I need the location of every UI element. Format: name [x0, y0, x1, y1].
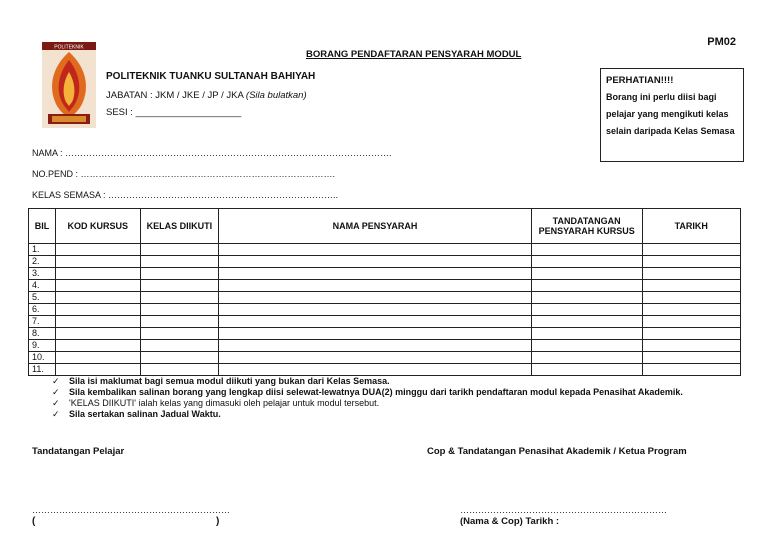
date-cell[interactable]: [642, 280, 741, 292]
signature-cell[interactable]: [531, 256, 642, 268]
instructions-list: [50, 376, 730, 420]
signature-cell[interactable]: [531, 316, 642, 328]
signature-cell[interactable]: [531, 340, 642, 352]
name-field: NAMA : ……………………………………………………………………………………………….: [32, 148, 392, 158]
notice-body: Borang ini perlu diisi bagi pelajar yang mengikuti kelas selain daripada Kelas Semasa: [606, 92, 735, 136]
module-registration-table: [28, 208, 741, 376]
table-row: [29, 280, 741, 292]
signature-cell[interactable]: [531, 268, 642, 280]
advisor-name-date-label: (Nama & Cop) Tarikh :: [460, 516, 560, 527]
table-row: [29, 340, 741, 352]
department-hint: (Sila bulatkan): [245, 90, 307, 101]
course-code-cell[interactable]: [55, 268, 140, 280]
notice-box: [600, 68, 744, 162]
table-header-row: [29, 209, 741, 244]
course-code-cell[interactable]: [55, 292, 140, 304]
list-item: [50, 376, 730, 387]
lecturer-name-cell[interactable]: [219, 364, 532, 376]
advisor-signature-line: ……………………………………………………………: [460, 505, 667, 515]
class-cell[interactable]: [140, 244, 219, 256]
lecturer-name-cell[interactable]: [219, 340, 532, 352]
class-cell[interactable]: [140, 256, 219, 268]
student-name-open-paren: (: [32, 516, 36, 527]
table-row: [29, 352, 741, 364]
bil-cell: 6.: [29, 304, 56, 316]
date-cell[interactable]: [642, 328, 741, 340]
date-cell[interactable]: [642, 304, 741, 316]
checkmark-icon: ✓: [52, 409, 60, 419]
lecturer-name-cell[interactable]: [219, 316, 532, 328]
date-cell[interactable]: [642, 352, 741, 364]
table-row: [29, 268, 741, 280]
table-row: [29, 316, 741, 328]
class-cell[interactable]: [140, 364, 219, 376]
department-label: JABATAN : JKM / JKE / JP / JKA: [106, 90, 244, 101]
course-code-cell[interactable]: [55, 340, 140, 352]
signature-cell[interactable]: [531, 304, 642, 316]
lecturer-name-cell[interactable]: [219, 280, 532, 292]
header-lecturer-name: NAMA PENSYARAH: [219, 209, 532, 244]
class-cell[interactable]: [140, 352, 219, 364]
checkmark-icon: ✓: [52, 376, 60, 386]
signature-cell[interactable]: [531, 280, 642, 292]
bil-cell: 10.: [29, 352, 56, 364]
signature-cell[interactable]: [531, 364, 642, 376]
signature-cell[interactable]: [531, 328, 642, 340]
table-row: [29, 304, 741, 316]
date-cell[interactable]: [642, 256, 741, 268]
bil-cell: 5.: [29, 292, 56, 304]
class-cell[interactable]: [140, 340, 219, 352]
course-code-cell[interactable]: [55, 244, 140, 256]
table-row: [29, 256, 741, 268]
institution-name: POLITEKNIK TUANKU SULTANAH BAHIYAH: [106, 71, 316, 82]
student-signature-line: …………………………………………………………: [32, 505, 230, 515]
header-date: TARIKH: [642, 209, 741, 244]
course-code-cell[interactable]: [55, 280, 140, 292]
student-signature-label: Tandatangan Pelajar: [32, 446, 125, 457]
note-text: Sila kembalikan salinan borang yang lengkap diisi selewat-lewatnya DUA(2) minggu dari tarikh pendaftaran modul kepada Penasihat Akademik.: [69, 387, 683, 397]
bil-cell: 4.: [29, 280, 56, 292]
date-cell[interactable]: [642, 292, 741, 304]
table-row: [29, 364, 741, 376]
class-cell[interactable]: [140, 316, 219, 328]
bil-cell: 3.: [29, 268, 56, 280]
signature-cell[interactable]: [531, 244, 642, 256]
lecturer-name-cell[interactable]: [219, 268, 532, 280]
session-field: SESI : ____________________: [106, 107, 242, 118]
bil-cell: 8.: [29, 328, 56, 340]
lecturer-name-cell[interactable]: [219, 352, 532, 364]
class-cell[interactable]: [140, 304, 219, 316]
bil-cell: 1.: [29, 244, 56, 256]
header-class-attended: KELAS DIIKUTI: [140, 209, 219, 244]
table-row: [29, 328, 741, 340]
notice-title: PERHATIAN!!!!: [606, 75, 674, 86]
course-code-cell[interactable]: [55, 316, 140, 328]
form-title: BORANG PENDAFTARAN PENSYARAH MODUL: [306, 49, 522, 60]
advisor-signature-label: Cop & Tandatangan Penasihat Akademik / Ketua Program: [427, 446, 687, 457]
class-cell[interactable]: [140, 328, 219, 340]
lecturer-name-cell[interactable]: [219, 256, 532, 268]
class-cell[interactable]: [140, 268, 219, 280]
checkmark-icon: ✓: [52, 387, 60, 397]
course-code-cell[interactable]: [55, 256, 140, 268]
class-cell[interactable]: [140, 292, 219, 304]
signature-cell[interactable]: [531, 292, 642, 304]
signature-cell[interactable]: [531, 352, 642, 364]
bil-cell: 7.: [29, 316, 56, 328]
bil-cell: 9.: [29, 340, 56, 352]
date-cell[interactable]: [642, 268, 741, 280]
bil-cell: 2.: [29, 256, 56, 268]
header-course-code: KOD KURSUS: [55, 209, 140, 244]
date-cell[interactable]: [642, 364, 741, 376]
registration-number-field: NO.PEND : ………………………………………………………………………….: [32, 169, 336, 179]
bil-cell: 11.: [29, 364, 56, 376]
table-row: [29, 244, 741, 256]
table-row: [29, 292, 741, 304]
lecturer-name-cell[interactable]: [219, 328, 532, 340]
current-class-field: KELAS SEMASA : …………………………………………………………………..: [32, 190, 339, 200]
header-lecturer-signature: TANDATANGAN PENSYARAH KURSUS: [531, 209, 642, 244]
politeknik-logo-icon: [42, 42, 96, 128]
list-item: [50, 409, 730, 420]
note-text: Sila isi maklumat bagi semua modul diikuti yang bukan dari Kelas Semasa.: [69, 376, 390, 386]
list-item: [50, 387, 730, 398]
course-code-cell[interactable]: [55, 304, 140, 316]
checkmark-icon: ✓: [52, 398, 60, 408]
svg-text:POLITEKNIK: POLITEKNIK: [54, 44, 84, 51]
lecturer-name-cell[interactable]: [219, 292, 532, 304]
note-text: Sila sertakan salinan Jadual Waktu.: [69, 409, 221, 419]
date-cell[interactable]: [642, 340, 741, 352]
form-code: PM02: [707, 36, 736, 48]
department-line: [106, 90, 307, 101]
date-cell[interactable]: [642, 316, 741, 328]
course-code-cell[interactable]: [55, 328, 140, 340]
lecturer-name-cell[interactable]: [219, 304, 532, 316]
class-cell[interactable]: [140, 280, 219, 292]
course-code-cell[interactable]: [55, 364, 140, 376]
list-item: [50, 398, 730, 409]
student-name-close-paren: ): [216, 516, 220, 527]
header-bil: BIL: [29, 209, 56, 244]
date-cell[interactable]: [642, 244, 741, 256]
course-code-cell[interactable]: [55, 352, 140, 364]
note-text: 'KELAS DIIKUTI' ialah kelas yang dimasuki oleh pelajar untuk modul tersebut.: [69, 398, 380, 408]
lecturer-name-cell[interactable]: [219, 244, 532, 256]
